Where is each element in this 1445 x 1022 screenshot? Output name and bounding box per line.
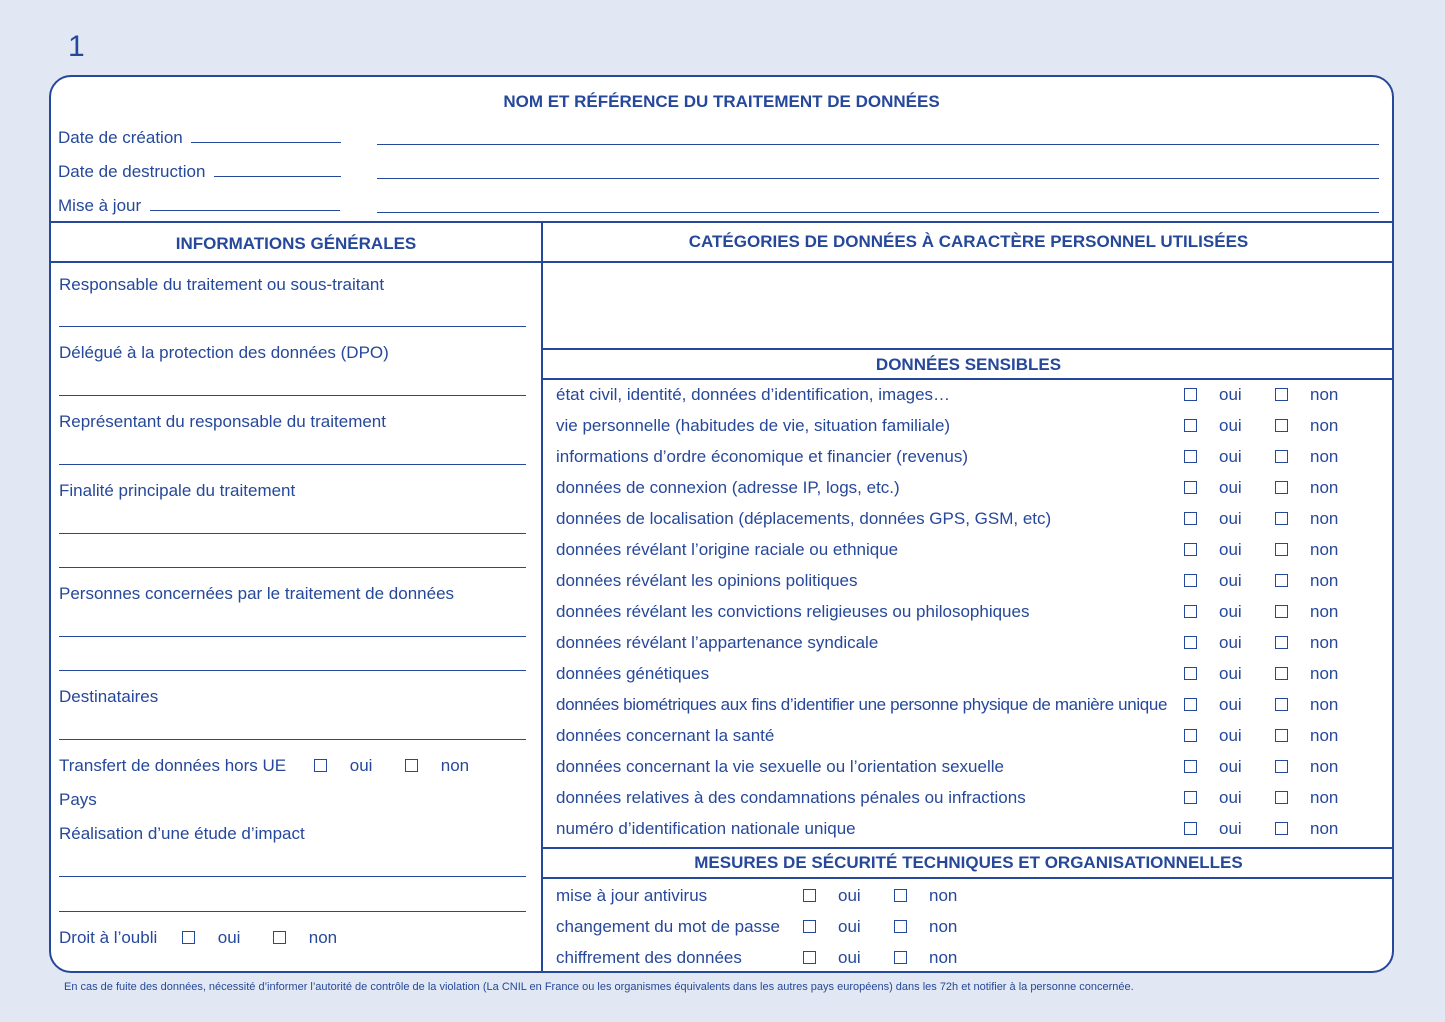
sensible-row-label: données révélant les opinions politiques — [556, 571, 858, 590]
sensible-row-no-option[interactable] — [1275, 633, 1338, 653]
mesure-row-no-option[interactable] — [894, 886, 957, 906]
sensible-row-yes-checkbox[interactable] — [1184, 419, 1197, 432]
sensible-row-yes-option[interactable] — [1184, 602, 1242, 622]
mesure-row-yes-label: oui — [838, 917, 861, 936]
sensible-row-no-checkbox[interactable] — [1275, 760, 1288, 773]
sensible-row-no-label: non — [1310, 695, 1339, 714]
categories-input-area[interactable] — [543, 263, 1394, 348]
finalite-label: Finalité principale du traitement — [59, 481, 296, 500]
sensible-row-yes-label: oui — [1219, 633, 1242, 652]
sensible-row-yes-checkbox[interactable] — [1184, 729, 1197, 742]
general-info-title: INFORMATIONS GÉNÉRALES — [175, 234, 417, 253]
sensible-row-yes-label: oui — [1219, 788, 1242, 807]
sensible-row-yes-label: oui — [1219, 695, 1242, 714]
sensibles-title-divider — [541, 378, 1394, 380]
sensible-row-no-option[interactable] — [1275, 788, 1338, 808]
sensibles-title: DONNÉES SENSIBLES — [875, 355, 1062, 374]
personnes-input-line-2[interactable] — [59, 670, 526, 671]
oubli-label: Droit à l’oubli — [59, 928, 158, 947]
footer-note: En cas de fuite des données, nécessité d’informer l’autorité de contrôle de la violation (La CNIL en France ou les organismes équivalents dans les autres pays européens) dans les 72h et notifier à la personne concernée. — [64, 981, 1134, 993]
sensible-row-yes-checkbox[interactable] — [1184, 543, 1197, 556]
sensible-row-yes-label: oui — [1219, 571, 1242, 590]
finalite-input-line-1[interactable] — [59, 533, 526, 534]
mesure-row-no-checkbox[interactable] — [894, 951, 907, 964]
mesure-row-yes-label: oui — [838, 886, 861, 905]
sensible-row-no-label: non — [1310, 726, 1339, 745]
sensible-row-label: vie personnelle (habitudes de vie, situation familiale) — [556, 416, 951, 435]
sensible-row-yes-checkbox[interactable] — [1184, 822, 1197, 835]
sensible-row-no-checkbox[interactable] — [1275, 419, 1288, 432]
transfert-yes-checkbox[interactable] — [314, 759, 327, 772]
sensibles-bottom-divider — [541, 847, 1394, 849]
sensible-row-label: données révélant l’origine raciale ou ethnique — [556, 540, 899, 559]
sensible-row-no-option[interactable] — [1275, 757, 1338, 777]
sensible-row-no-checkbox[interactable] — [1275, 791, 1288, 804]
sensible-row-label: données concernant la vie sexuelle ou l’orientation sexuelle — [556, 757, 1004, 776]
mesure-row-yes-checkbox[interactable] — [803, 920, 816, 933]
sensible-row-yes-label: oui — [1219, 540, 1242, 559]
sensible-row-label: données concernant la santé — [556, 726, 775, 745]
etude-input-line-1[interactable] — [59, 876, 526, 877]
sensible-row-label: données de localisation (déplacements, données GPS, GSM, etc) — [556, 509, 1052, 528]
update-date-line — [150, 195, 340, 211]
finalite-input-line-2[interactable] — [59, 567, 526, 568]
sensible-row-yes-checkbox[interactable] — [1184, 450, 1197, 463]
oubli-no-label: non — [308, 928, 338, 947]
sensible-row-yes-checkbox[interactable] — [1184, 512, 1197, 525]
sensible-row-no-checkbox[interactable] — [1275, 636, 1288, 649]
sensible-row-no-checkbox[interactable] — [1275, 450, 1288, 463]
etude-label: Réalisation d’une étude d’impact — [59, 824, 305, 843]
sensible-row-no-option[interactable] — [1275, 540, 1338, 560]
sensible-row-no-checkbox[interactable] — [1275, 388, 1288, 401]
mesure-row-no-label: non — [929, 948, 958, 967]
sensible-row-yes-option[interactable] — [1184, 633, 1242, 653]
sensible-row-yes-checkbox[interactable] — [1184, 760, 1197, 773]
sensible-row-no-option[interactable] — [1275, 726, 1338, 746]
mesure-row-yes-checkbox[interactable] — [803, 951, 816, 964]
sensible-row-label: état civil, identité, données d’identification, images… — [556, 385, 951, 404]
mesure-row-no-label: non — [929, 917, 958, 936]
sensible-row-yes-label: oui — [1219, 757, 1242, 776]
sensible-row-label: informations d’ordre économique et financier (revenus) — [556, 447, 968, 466]
sensible-row-no-option[interactable] — [1275, 416, 1338, 436]
sensible-row-yes-checkbox[interactable] — [1184, 388, 1197, 401]
sensible-row-yes-checkbox[interactable] — [1184, 574, 1197, 587]
sensible-row-yes-label: oui — [1219, 819, 1242, 838]
creation-date-field[interactable] — [58, 127, 341, 148]
representant-label: Représentant du responsable du traitement — [59, 412, 386, 431]
sensible-row-no-checkbox[interactable] — [1275, 512, 1288, 525]
sensible-row-label: données révélant l’appartenance syndicale — [556, 633, 879, 652]
sensible-row-no-label: non — [1310, 788, 1339, 807]
sensible-row-label: données relatives à des condamnations pénales ou infractions — [556, 788, 1026, 807]
sensible-row-no-option[interactable] — [1275, 447, 1338, 467]
sensible-row-no-option[interactable] — [1275, 602, 1338, 622]
categories-title: CATÉGORIES DE DONNÉES À CARACTÈRE PERSONNEL UTILISÉES — [688, 232, 1249, 251]
sensible-row-no-checkbox[interactable] — [1275, 543, 1288, 556]
sensible-row-yes-checkbox[interactable] — [1184, 667, 1197, 680]
personnes-input-line-1[interactable] — [59, 636, 526, 637]
page-number: 1 — [68, 30, 85, 63]
reference-line-1[interactable] — [377, 144, 1379, 145]
sensible-row-yes-option[interactable] — [1184, 385, 1242, 405]
sensible-row-label: données de connexion (adresse IP, logs, etc.) — [556, 478, 900, 497]
transfert-label: Transfert de données hors UE — [59, 756, 287, 775]
oubli-yes-label: oui — [217, 928, 241, 947]
mesure-row-yes-label: oui — [838, 948, 861, 967]
destinataires-label: Destinataires — [59, 687, 159, 706]
sensible-row-no-label: non — [1310, 385, 1339, 404]
sensible-row-yes-option[interactable] — [1184, 757, 1242, 777]
mesures-title: MESURES DE SÉCURITÉ TECHNIQUES ET ORGANISATIONNELLES — [694, 853, 1243, 872]
sensible-row-no-checkbox[interactable] — [1275, 729, 1288, 742]
transfert-yes-option[interactable] — [314, 756, 372, 776]
mesure-row-label: mise à jour antivirus — [556, 886, 708, 905]
sensible-row-no-option[interactable] — [1275, 478, 1338, 498]
mesure-row-no-option[interactable] — [894, 948, 957, 968]
sensible-row-yes-label: oui — [1219, 385, 1242, 404]
mesure-row-label: changement du mot de passe — [556, 917, 780, 936]
sensible-row-no-option[interactable] — [1275, 385, 1338, 405]
mesure-row-no-checkbox[interactable] — [894, 920, 907, 933]
representant-input-line[interactable] — [59, 464, 526, 465]
sensible-row-yes-label: oui — [1219, 447, 1242, 466]
reference-line-2[interactable] — [377, 178, 1379, 179]
personnes-label: Personnes concernées par le traitement de données — [59, 584, 455, 603]
sensible-row-no-label: non — [1310, 819, 1339, 838]
sensible-row-no-label: non — [1310, 540, 1339, 559]
sensible-row-no-label: non — [1310, 416, 1339, 435]
sensible-row-label: numéro d’identification nationale unique — [556, 819, 856, 838]
reference-line-3[interactable] — [377, 212, 1379, 213]
sensible-row-yes-label: oui — [1219, 478, 1242, 497]
sensible-row-yes-option[interactable] — [1184, 416, 1242, 436]
update-date-field[interactable] — [58, 195, 340, 216]
transfert-no-checkbox[interactable] — [405, 759, 418, 772]
oubli-no-option[interactable] — [273, 928, 337, 948]
mesure-row-yes-checkbox[interactable] — [803, 889, 816, 902]
sensible-row-yes-option[interactable] — [1184, 571, 1242, 591]
mesure-row-label: chiffrement des données — [556, 948, 742, 967]
sensible-row-no-option[interactable] — [1275, 819, 1338, 839]
processing-record-form — [49, 75, 1394, 973]
destruction-date-label: Date de destruction — [58, 162, 206, 181]
mesure-row-no-option[interactable] — [894, 917, 957, 937]
sensible-row-no-label: non — [1310, 633, 1339, 652]
sensible-row-yes-checkbox[interactable] — [1184, 636, 1197, 649]
header-divider — [51, 221, 1392, 223]
sensible-row-no-checkbox[interactable] — [1275, 698, 1288, 711]
mesure-row-yes-option[interactable] — [803, 948, 861, 968]
oubli-yes-option[interactable] — [182, 928, 240, 948]
responsable-input-line[interactable] — [59, 326, 526, 327]
sensible-row-label: données révélant les convictions religieuses ou philosophiques — [556, 602, 1030, 621]
sensible-row-yes-checkbox[interactable] — [1184, 791, 1197, 804]
mesure-row-yes-option[interactable] — [803, 886, 861, 906]
oubli-yes-checkbox[interactable] — [182, 931, 195, 944]
responsable-label: Responsable du traitement ou sous-traitant — [59, 275, 385, 294]
sensible-row-yes-option[interactable] — [1184, 540, 1242, 560]
sensible-row-yes-checkbox[interactable] — [1184, 481, 1197, 494]
pays-label: Pays — [59, 790, 97, 809]
sensible-row-no-label: non — [1310, 757, 1339, 776]
mesure-row-no-label: non — [929, 886, 958, 905]
categories-divider — [541, 348, 1394, 350]
sensible-row-yes-option[interactable] — [1184, 509, 1242, 529]
creation-date-line — [191, 127, 341, 143]
transfert-no-label: non — [440, 756, 470, 775]
sensible-row-no-label: non — [1310, 447, 1339, 466]
dpo-input-line[interactable] — [59, 395, 526, 396]
destruction-date-field[interactable] — [58, 161, 341, 182]
destinataires-input-line[interactable] — [59, 739, 526, 740]
sensible-row-no-checkbox[interactable] — [1275, 822, 1288, 835]
mesure-row-no-checkbox[interactable] — [894, 889, 907, 902]
sensible-row-no-label: non — [1310, 509, 1339, 528]
sensible-row-yes-label: oui — [1219, 664, 1242, 683]
sensible-row-no-checkbox[interactable] — [1275, 481, 1288, 494]
sensible-row-yes-option[interactable] — [1184, 478, 1242, 498]
etude-input-line-2[interactable] — [59, 911, 526, 912]
sensible-row-yes-option[interactable] — [1184, 819, 1242, 839]
mesure-row-yes-option[interactable] — [803, 917, 861, 937]
sensible-row-label: données biométriques aux fins d’identifier une personne physique de manière unique — [556, 695, 1168, 714]
update-date-label: Mise à jour — [58, 196, 142, 215]
sensible-row-label: données génétiques — [556, 664, 710, 683]
sensible-row-no-checkbox[interactable] — [1275, 574, 1288, 587]
destruction-date-line — [214, 161, 341, 177]
sensible-row-no-label: non — [1310, 571, 1339, 590]
sensible-row-no-option[interactable] — [1275, 509, 1338, 529]
sensible-row-yes-label: oui — [1219, 509, 1242, 528]
creation-date-label: Date de création — [58, 128, 183, 147]
transfert-no-option[interactable] — [405, 756, 469, 776]
sensible-row-yes-label: oui — [1219, 416, 1242, 435]
header-title: NOM ET RÉFÉRENCE DU TRAITEMENT DE DONNÉES — [503, 92, 940, 111]
sensible-row-no-label: non — [1310, 664, 1339, 683]
transfert-yes-label: oui — [349, 756, 373, 775]
sensible-row-no-checkbox[interactable] — [1275, 605, 1288, 618]
sensible-row-yes-label: oui — [1219, 602, 1242, 621]
sensible-row-yes-checkbox[interactable] — [1184, 605, 1197, 618]
sensible-row-yes-option[interactable] — [1184, 664, 1242, 684]
sensible-row-no-label: non — [1310, 602, 1339, 621]
sensible-row-yes-label: oui — [1219, 726, 1242, 745]
sensible-row-yes-option[interactable] — [1184, 726, 1242, 746]
sensible-row-no-option[interactable] — [1275, 695, 1338, 715]
sensible-row-no-checkbox[interactable] — [1275, 667, 1288, 680]
sensible-row-no-option[interactable] — [1275, 664, 1338, 684]
oubli-no-checkbox[interactable] — [273, 931, 286, 944]
sensible-row-no-option[interactable] — [1275, 571, 1338, 591]
sensible-row-yes-option[interactable] — [1184, 447, 1242, 467]
mesures-title-divider — [541, 877, 1394, 879]
sensible-row-yes-checkbox[interactable] — [1184, 698, 1197, 711]
sensible-row-yes-option[interactable] — [1184, 788, 1242, 808]
sensible-row-no-label: non — [1310, 478, 1339, 497]
sensible-row-yes-option[interactable] — [1184, 695, 1242, 715]
dpo-label: Délégué à la protection des données (DPO) — [59, 343, 389, 362]
